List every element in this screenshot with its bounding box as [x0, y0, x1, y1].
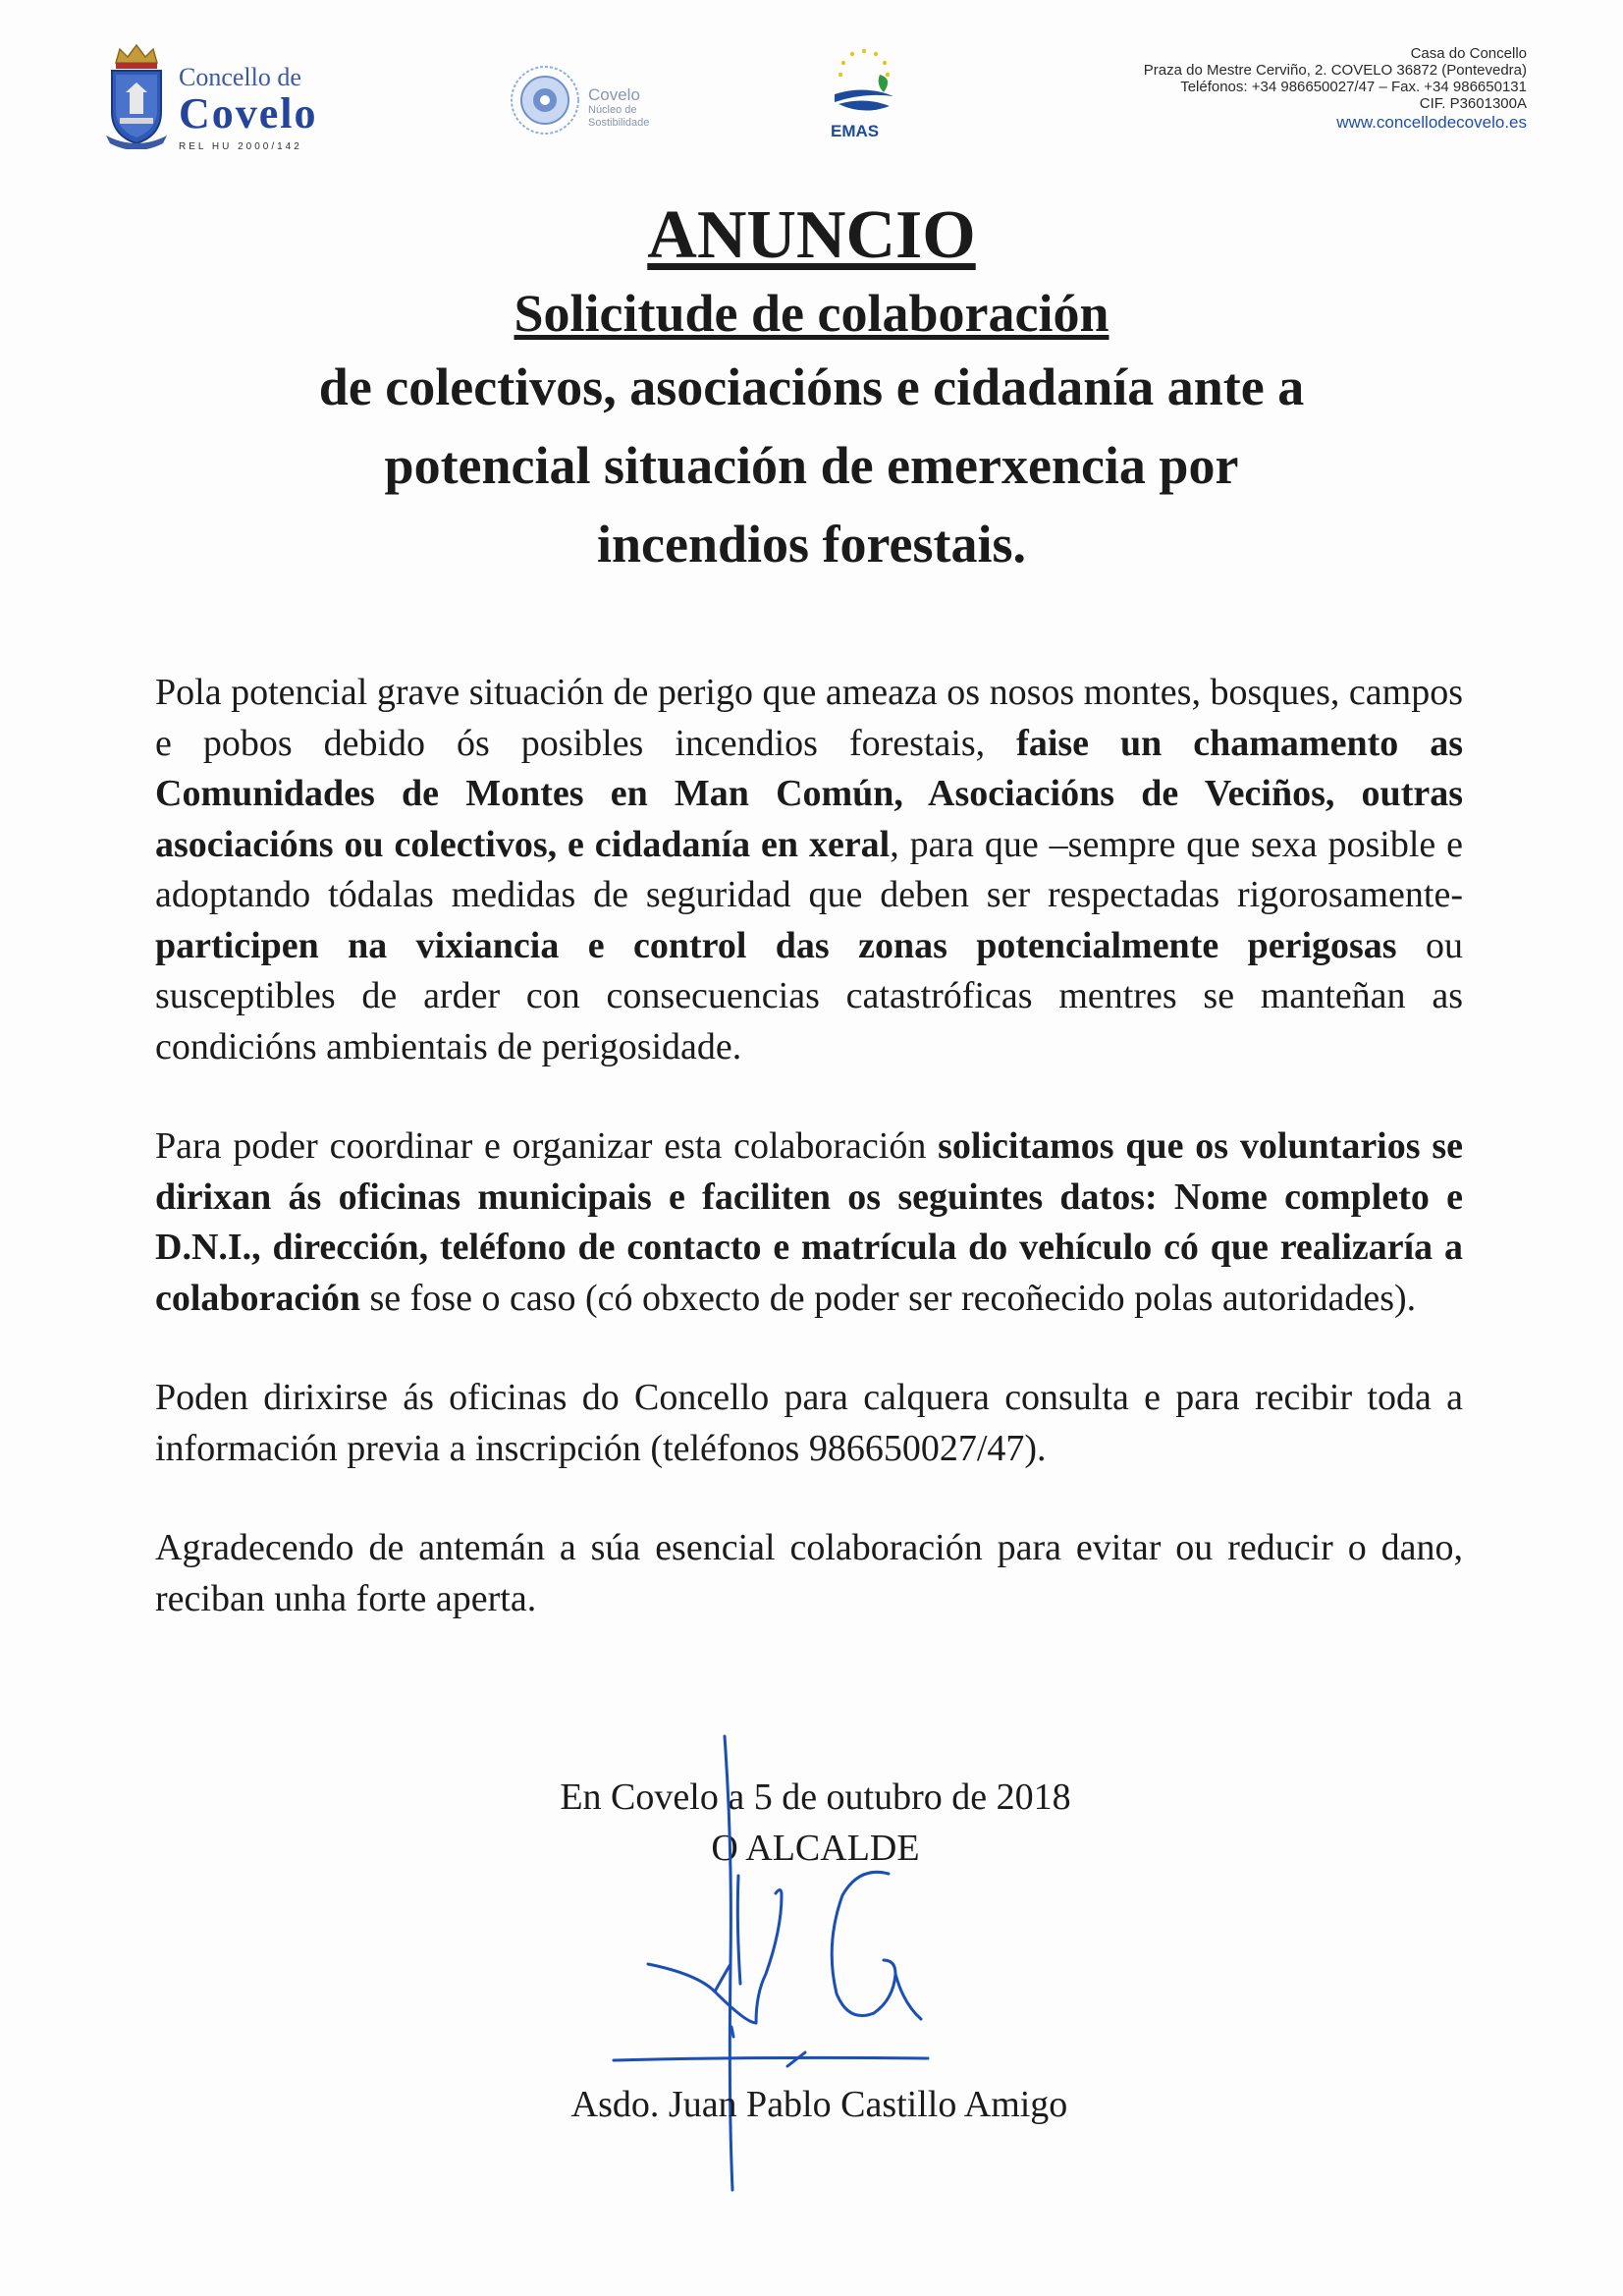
- signatory-role: O ALCALDE: [711, 1828, 920, 1869]
- p2-text-a: Para poder coordinar e organizar esta colaboración: [155, 1125, 939, 1167]
- council-logo-line1: Concello de: [179, 63, 301, 91]
- announcement-subtitle: Solicitude de colaboración: [514, 284, 1109, 343]
- contact-line-house: Casa do Concello: [1410, 45, 1527, 62]
- paragraph-call-for-collaboration: [155, 668, 1463, 1072]
- announcement-heading: ANUNCIO: [647, 197, 976, 273]
- p1-text-e: ou susceptibles de arder con consecuencias catastróficas mentres se manteñan as condicións ambientais de perigosidade.: [155, 924, 1463, 1067]
- council-logo: [106, 41, 342, 152]
- signatory-name: Asdo. Juan Pablo Castillo Amigo: [570, 2084, 1068, 2125]
- paragraph-contact-offices: Poden dirixirse ás oficinas do Concello para calquera consulta e para recibir toda a información previa a inscripción (teléfonos 986650027/47).: [155, 1377, 1463, 1469]
- p1-bold-d: participen na vixiancia e control das zonas potencialmente perigosas: [155, 924, 1397, 966]
- sustainability-logo: [506, 61, 702, 149]
- sustainability-seal-icon: [506, 61, 584, 139]
- council-registry: REL HU 2000/142: [179, 141, 302, 152]
- p1-text-a: Pola potencial grave situación de perigo que ameaza os nosos montes, bosques, campos e pobos debido ós posibles incendios forestais,: [155, 672, 1463, 764]
- contact-line-cif: CIF. P3601300A: [1419, 95, 1527, 112]
- paragraph-thanks: Agradecendo de antemán a súa esencial colaboración para evitar ou reducir o dano, reciban unha forte aperta.: [155, 1527, 1463, 1619]
- place-and-date: En Covelo a 5 de outubro de 2018: [560, 1777, 1071, 1818]
- council-logo-name: Covelo: [179, 89, 318, 137]
- p2-text-c: se fose o caso (có obxecto de poder ser recoñecido polas autoridades).: [359, 1277, 1417, 1319]
- handwritten-signature-icon: [609, 1728, 962, 2210]
- announcement-titles: [0, 196, 1623, 583]
- sustainability-logo-line3: Sostibilidade: [588, 117, 650, 129]
- council-website-link[interactable]: www.concellodecovelo.es: [1336, 113, 1527, 132]
- emas-label: EMAS: [831, 122, 880, 140]
- emas-stars-icon: [825, 45, 903, 124]
- p1-text-c: , para que –sempre que sexa posible e adoptando tódalas medidas de seguridad que deben ser respectadas rigorosamente-: [155, 823, 1464, 915]
- sustainability-logo-line1: Covelo: [588, 85, 640, 104]
- announcement-title-line3: incendios forestais.: [596, 515, 1026, 574]
- announcement-title-line2: potencial situación de emerxencia por: [384, 436, 1239, 495]
- announcement-body: [155, 668, 1463, 1673]
- p1-bold-b: faise un chamamento as Comunidades de Montes en Man Común, Asociacións de Veciños, outras asociacións ou colectivos, e cidadanía en xeral: [155, 722, 1464, 865]
- emas-logo: [825, 45, 903, 143]
- coat-of-arms-icon: [106, 41, 167, 149]
- sustainability-logo-line2: Núcleo de: [588, 104, 637, 116]
- letterhead: [0, 0, 1623, 177]
- p2-bold-b: solicitamos que os voluntarios se dirixan ás oficinas municipais e faciliten os seguintes datos: Nome completo e D.N.I., dirección, teléfono de contacto e matrícula do vehículo có que realizaría a colaboración: [155, 1125, 1463, 1319]
- paragraph-volunteer-data: [155, 1121, 1463, 1324]
- contact-line-phones: Teléfonos: +34 986650027/47 – Fax. +34 986650131: [1180, 79, 1527, 95]
- announcement-title-line1: de colectivos, asociacións e cidadanía ante a: [318, 357, 1305, 416]
- council-contact-block: [1144, 45, 1527, 134]
- contact-line-address: Praza do Mestre Cerviño, 2. COVELO 36872 (Pontevedra): [1143, 62, 1527, 79]
